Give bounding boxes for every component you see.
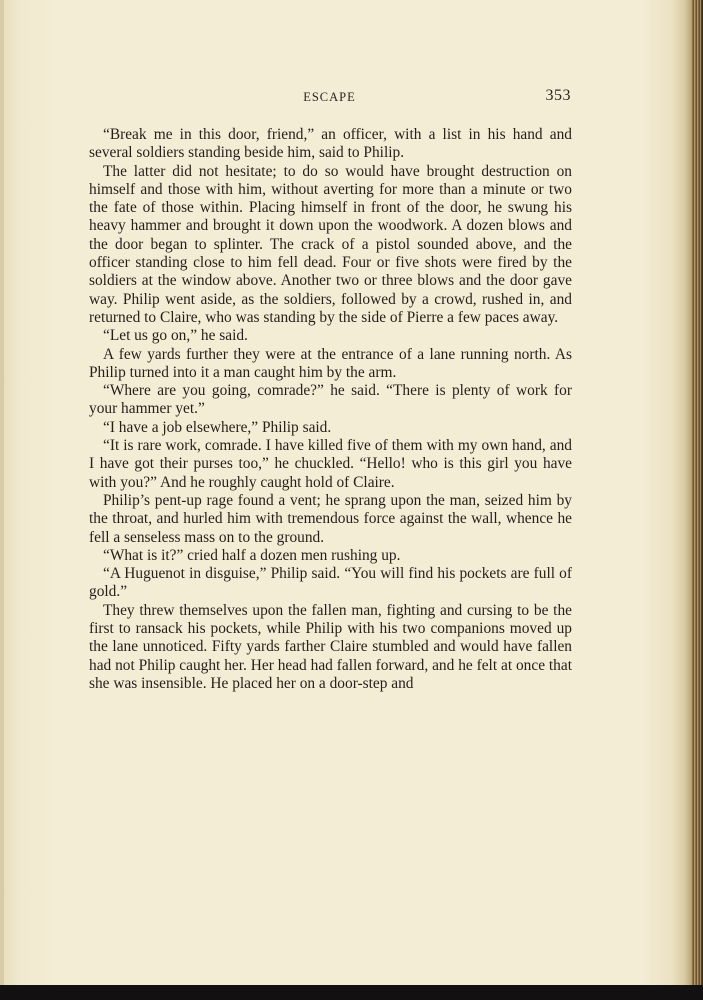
paragraph: “What is it?” cried half a dozen men rushing up. <box>103 546 401 564</box>
page-number: 353 <box>545 87 571 104</box>
paragraph: A few yards further they were at the entrance of a lane running north. As Philip turned into it a man caught him by the arm. <box>89 345 572 381</box>
paragraph: “Break me in this door, friend,” an officer, with a list in his hand and several soldiers standing beside him, said to Philip. <box>89 126 572 162</box>
page-left-edge <box>0 0 4 985</box>
page-stack-edge <box>691 0 701 985</box>
paragraph: “It is rare work, comrade. I have killed five of them with my own hand, and I have got their purses too,” he chuckled. “Hello! who is this girl you have with you?” And he roughly caught hold of Claire. <box>89 437 572 491</box>
paragraph: “Let us go on,” he said. <box>103 327 248 345</box>
body-text <box>89 126 572 693</box>
paragraph: The latter did not hesitate; to do so would have brought destruction on himself and those with him, without averting for more than a minute or two the fate of those within. Placing himself in front of the door, he swung his heavy hammer and brought it down upon the woodwork. A dozen blows and the door began to splinter. The crack of a pistol sounded above, and the officer standing close to him fell dead. Four or five shots were fired by the soldiers at the window above. Another two or three blows and the door gave way. Philip went aside, as the soldiers, followed by a crowd, rushed in, and returned to Claire, who was standing by the side of Pierre a few paces away. <box>89 162 572 326</box>
running-title: ESCAPE <box>303 90 356 104</box>
page-header <box>88 87 571 109</box>
paragraph: “I have a job elsewhere,” Philip said. <box>103 418 332 436</box>
paragraph: Philip’s pent-up rage found a vent; he sprang upon the man, seized him by the throat, and hurled him with tremendous force against the wall, whence he fell a senseless mass on to the ground. <box>89 491 572 546</box>
paragraph: “Where are you going, comrade?” he said. “There is plenty of work for your hammer yet.” <box>89 382 572 418</box>
scan-bottom-border <box>0 985 703 1000</box>
paragraph: “A Huguenot in disguise,” Philip said. “You will find his pockets are full of gold.” <box>89 565 572 601</box>
paragraph: They threw themselves upon the fallen man, fighting and cursing to be the first to ransack his pockets, while Philip with his two companions moved up the lane unnoticed. Fifty yards farther Claire stumbled and would have fallen had not Philip caught her. Her head had fallen forward, and he felt at once that she was insensible. He placed her on a door-step and <box>89 601 572 692</box>
